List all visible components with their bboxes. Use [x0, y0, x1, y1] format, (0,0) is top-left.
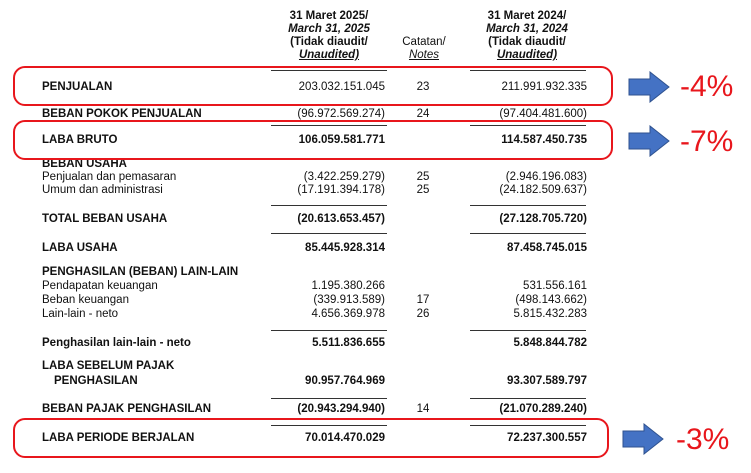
- value-2025-laba-periode: 70.014.470.029: [305, 432, 385, 444]
- label-penghasilan-lain: Penghasilan lain-lain - neto: [42, 337, 191, 349]
- note-beban-pokok: 24: [416, 108, 430, 120]
- highlight-box-penjualan: [13, 66, 613, 106]
- value-2024-beban-pajak: (21.070.289.240): [499, 403, 587, 415]
- row-beban-keu: [0, 294, 751, 307]
- header-notes-line1: Catatan/: [402, 36, 446, 48]
- value-2025-beban-pajak: (20.943.294.940): [297, 403, 385, 415]
- value-2025-lain-neto: 4.656.369.978: [311, 308, 385, 320]
- pct-laba-bruto: -7%: [680, 125, 734, 158]
- header-2024: [466, 10, 588, 62]
- value-2024-penghasilan-lain: 5.848.844.782: [513, 337, 587, 349]
- pct-laba-periode: -3%: [676, 423, 730, 456]
- header-2024-line4: Unaudited): [496, 49, 558, 61]
- label-umum: Umum dan administrasi: [42, 184, 163, 196]
- highlight-box-laba-periode: [13, 418, 609, 458]
- label-lain-neto: Lain-lain - neto: [42, 308, 119, 320]
- row-pendapatan-keu: [0, 280, 751, 293]
- rule-total-2025: [271, 205, 387, 206]
- note-lain-neto: 26: [416, 308, 430, 320]
- note-pemasaran: 25: [416, 171, 430, 183]
- value-2024-laba-usaha: 87.458.745.015: [507, 242, 587, 254]
- value-2024-total-beban: (27.128.705.720): [499, 213, 587, 225]
- row-laba-sebelum-title: [0, 360, 751, 373]
- rule-lain-2024: [470, 330, 586, 331]
- value-2024-umum: (24.182.509.637): [499, 184, 587, 196]
- value-2024-laba-sebelum: 93.307.589.797: [507, 375, 587, 387]
- value-2024-pendapatan-keu: 531.556.161: [523, 280, 587, 292]
- note-beban-keu: 17: [416, 294, 430, 306]
- header-2025-line3: (Tidak diaudit/: [290, 36, 368, 48]
- value-2025-penghasilan-lain: 5.511.836.655: [312, 337, 385, 349]
- value-2025-laba-bruto: 106.059.581.771: [298, 134, 385, 146]
- row-lain-title: [0, 266, 751, 279]
- label-beban-pokok: BEBAN POKOK PENJUALAN: [42, 108, 202, 120]
- value-2024-beban-pokok: (97.404.481.600): [499, 108, 587, 120]
- row-penghasilan-lain: [0, 336, 751, 350]
- value-2025-penjualan: 203.032.151.045: [298, 81, 385, 93]
- value-2024-laba-periode: 72.237.300.557: [507, 432, 587, 444]
- label-laba-usaha: LABA USAHA: [42, 242, 118, 254]
- header-notes-line2: Notes: [408, 49, 440, 61]
- row-pemasaran: [0, 171, 751, 183]
- row-lain-neto: [0, 308, 751, 321]
- value-2025-laba-usaha: 85.445.928.314: [305, 242, 385, 254]
- row-beban-pajak: [0, 402, 751, 416]
- pct-penjualan: -4%: [680, 70, 734, 103]
- header-2024-line2: March 31, 2024: [486, 23, 568, 35]
- label-pendapatan-keu: Pendapatan keuangan: [42, 280, 158, 292]
- value-2025-beban-pokok: (96.972.569.274): [297, 108, 385, 120]
- rule-total-2024: [470, 205, 586, 206]
- value-2024-beban-keu: (498.143.662): [515, 294, 587, 306]
- label-beban-pajak: BEBAN PAJAK PENGHASILAN: [42, 403, 212, 415]
- value-2024-lain-neto: 5.815.432.283: [513, 308, 587, 320]
- label-beban-usaha: BEBAN USAHA: [42, 158, 127, 170]
- rule-lain-2025: [271, 330, 387, 331]
- arrow-right-icon: [622, 423, 664, 455]
- value-2025-umum: (17.191.394.178): [297, 184, 385, 196]
- row-beban-pokok: [0, 107, 751, 121]
- label-laba-periode: LABA PERIODE BERJALAN: [42, 432, 195, 444]
- row-laba-usaha: [0, 241, 751, 255]
- header-2025-line4: Unaudited): [298, 49, 360, 61]
- rule-usaha-2024: [470, 233, 586, 234]
- value-2025-pemasaran: (3.422.259.279): [303, 171, 385, 183]
- note-umum: 25: [416, 184, 430, 196]
- header-2024-line3: (Tidak diaudit/: [488, 36, 566, 48]
- label-beban-keu: Beban keuangan: [42, 294, 129, 306]
- value-2025-pendapatan-keu: 1.195.380.266: [311, 280, 385, 292]
- label-laba-sebelum-1: LABA SEBELUM PAJAK: [42, 360, 175, 372]
- rule-sebelum-2024: [470, 398, 586, 399]
- value-2024-pemasaran: (2.946.196.083): [505, 171, 587, 183]
- label-laba-bruto: LABA BRUTO: [42, 134, 118, 146]
- value-2025-beban-keu: (339.913.589): [313, 294, 385, 306]
- header-2025: [270, 10, 388, 62]
- label-laba-sebelum-2: PENGHASILAN: [54, 375, 138, 387]
- label-total-beban: TOTAL BEBAN USAHA: [42, 213, 168, 225]
- header-2025-line1: 31 Maret 2025/: [289, 10, 369, 22]
- value-2024-penjualan: 211.991.932.335: [501, 81, 587, 93]
- value-2025-laba-sebelum: 90.957.764.969: [305, 375, 385, 387]
- label-pemasaran: Penjualan dan pemasaran: [42, 171, 177, 183]
- label-penjualan: PENJUALAN: [42, 81, 113, 93]
- row-total-beban: [0, 212, 751, 226]
- value-2024-laba-bruto: 114.587.450.735: [501, 134, 587, 146]
- arrow-right-icon: [628, 125, 670, 157]
- rule-sebelum-2025: [271, 398, 387, 399]
- header-2025-line2: March 31, 2025: [288, 23, 370, 35]
- value-2025-total-beban: (20.613.653.457): [297, 213, 385, 225]
- row-laba-sebelum: [0, 374, 751, 388]
- arrow-right-icon: [628, 71, 670, 103]
- header-2024-line1: 31 Maret 2024/: [487, 10, 567, 22]
- rule-usaha-2025: [271, 233, 387, 234]
- label-lain-title: PENGHASILAN (BEBAN) LAIN-LAIN: [42, 266, 239, 278]
- header-notes: [396, 36, 452, 62]
- note-penjualan: 23: [416, 81, 430, 93]
- row-umum: [0, 184, 751, 196]
- note-beban-pajak: 14: [416, 403, 430, 415]
- highlight-box-laba-bruto: [13, 120, 613, 160]
